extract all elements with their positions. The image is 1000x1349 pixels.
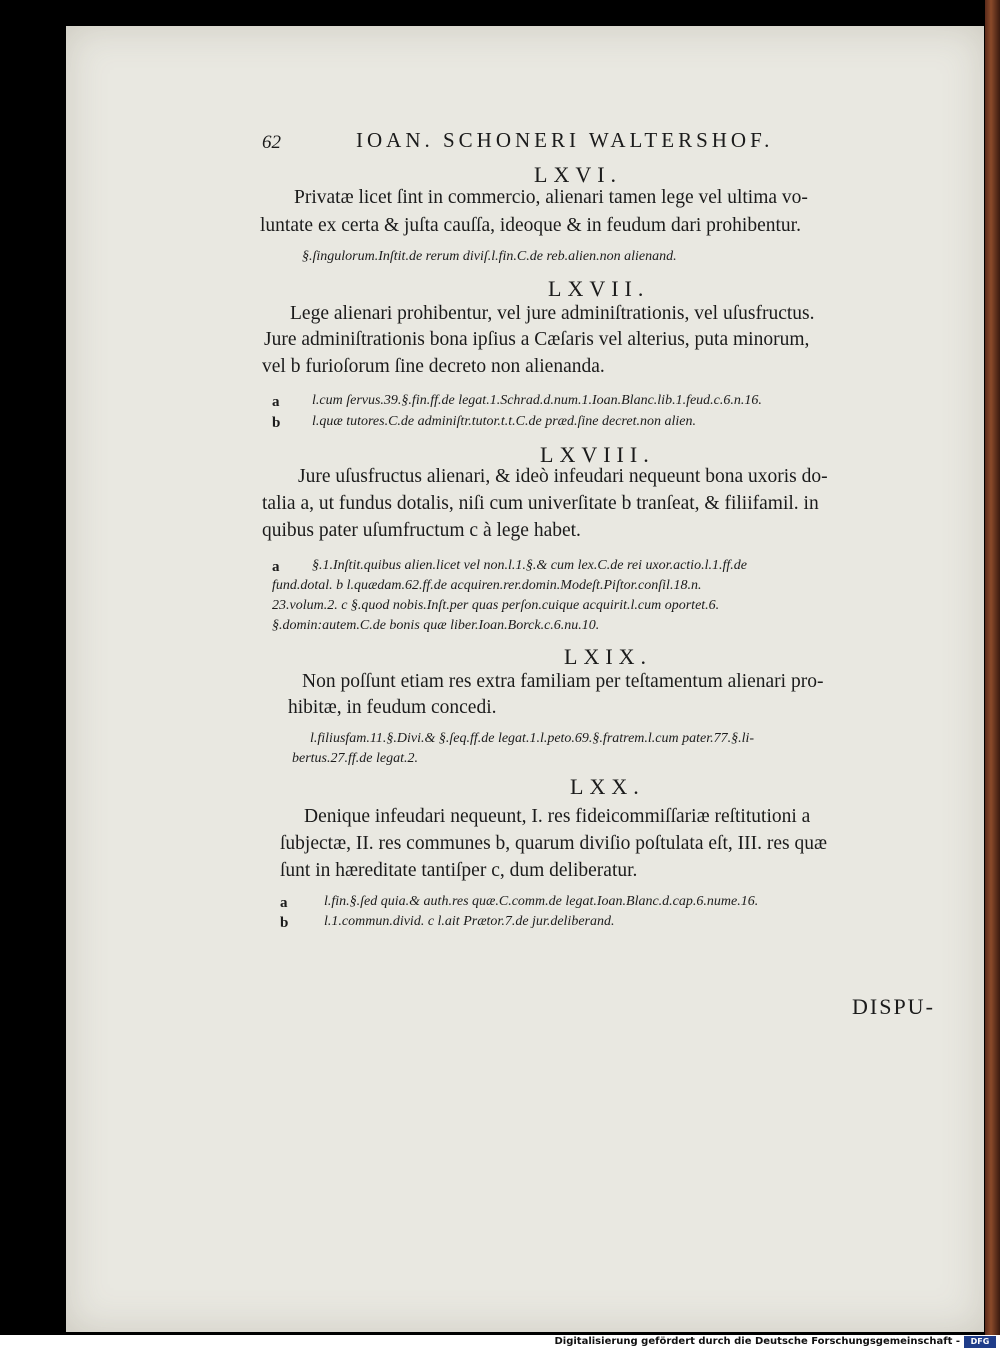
text-line: hibitæ, in feudum concedi.: [288, 697, 497, 718]
text-line: luntate ex certa & juſta cauſſa, ideoque & in feudum dari prohibentur.: [260, 215, 801, 236]
text-line: ſubjectæ, II. res communes b, quarum diviſio poſtulata eſt, III. res quæ: [280, 833, 827, 854]
footnote-text: bertus.27.ff.de legat.2.: [292, 751, 418, 766]
catchword: DISPU-: [852, 994, 935, 1019]
footnote-text: §.domin:autem.C.de bonis quæ liber.Ioan.Borck.c.6.nu.10.: [272, 618, 600, 633]
footnote-text: l.filiusfam.11.§.Divi.& §.ſeq.ff.de legat.1.l.peto.69.§.fratrem.l.cum pater.77.§.li-: [310, 731, 755, 746]
section-heading: LXVIII.: [540, 442, 655, 467]
text-line: vel b furioſorum ſine decreto non alienanda.: [262, 356, 605, 377]
footnote-marker: a: [272, 559, 280, 575]
footnote-text: §.1.Inſtit.quibus alien.licet vel non.l.1.§.& cum lex.C.de rei uxor.actio.l.1.ff.de: [312, 558, 747, 573]
digitization-footer: [0, 1335, 1000, 1349]
footnote-text: §.ſingulorum.Inſtit.de rerum diviſ.l.fin.C.de reb.alien.non alienand.: [302, 249, 677, 264]
text-line: Denique infeudari nequeunt, I. res fideicommiſſariæ reſtitutioni a: [304, 806, 811, 827]
running-title: IOAN. SCHONERI WALTERSHOF.: [356, 128, 774, 152]
text-line: ſunt in hæreditate tantiſper c, dum deliberatur.: [280, 860, 638, 881]
footnote-text: 23.volum.2. c §.quod nobis.Inſt.per quas perſon.cuique acquirit.l.cum oportet.6.: [272, 598, 720, 613]
section-heading: LXVI.: [534, 162, 623, 187]
text-line: Non poſſunt etiam res extra familiam per teſtamentum alienari pro-: [302, 671, 824, 692]
footer-credit: Digitalisierung gefördert durch die Deutsche Forschungsgemeinschaft -: [554, 1336, 960, 1347]
footnote-marker: a: [272, 394, 280, 410]
book-page: [66, 26, 984, 1332]
footnote-text: fund.dotal. b l.quædam.62.ff.de acquiren.rer.domin.Modeſt.Piſtor.conſil.18.n.: [272, 578, 702, 593]
text-line: Privatæ licet ſint in commercio, alienari tamen lege vel ultima vo-: [294, 187, 808, 208]
footnote-marker: a: [280, 895, 288, 911]
text-line: Lege alienari prohibentur, vel jure adminiſtrationis, vel uſusfructus.: [290, 303, 815, 324]
book-edge: [985, 0, 1000, 1335]
text-line: talia a, ut fundus dotalis, niſi cum univerſitate b tranſeat, & filiifamil. in: [262, 493, 819, 514]
dfg-logo: DFG: [964, 1336, 996, 1348]
footnote-text: l.quæ tutores.C.de adminiſtr.tutor.t.t.C.de præd.ſine decret.non alien.: [312, 414, 696, 429]
footnote-text: l.cum ſervus.39.§.fin.ff.de legat.1.Schrad.d.num.1.Ioan.Blanc.lib.1.feud.c.6.n.16.: [312, 393, 762, 408]
section-heading: LXVII.: [548, 276, 650, 301]
text-line: quibus pater uſumfructum c à lege habet.: [262, 520, 581, 541]
text-line: Jure uſusfructus alienari, & ideò infeudari nequeunt bona uxoris do-: [298, 466, 828, 487]
footnote-marker: b: [280, 915, 289, 931]
page-number: 62: [262, 132, 281, 153]
section-heading: LXX.: [570, 774, 645, 799]
footnote-marker: b: [272, 415, 281, 431]
footnote-text: l.fin.§.ſed quia.& auth.res quæ.C.comm.de legat.Ioan.Blanc.d.cap.6.nume.16.: [324, 894, 759, 909]
text-line: Jure adminiſtrationis bona ipſius a Cæſaris vel alterius, puta minorum,: [264, 329, 810, 350]
section-heading: LXIX.: [564, 644, 653, 669]
footnote-text: l.1.commun.divid. c l.ait Prætor.7.de jur.deliberand.: [324, 914, 615, 929]
